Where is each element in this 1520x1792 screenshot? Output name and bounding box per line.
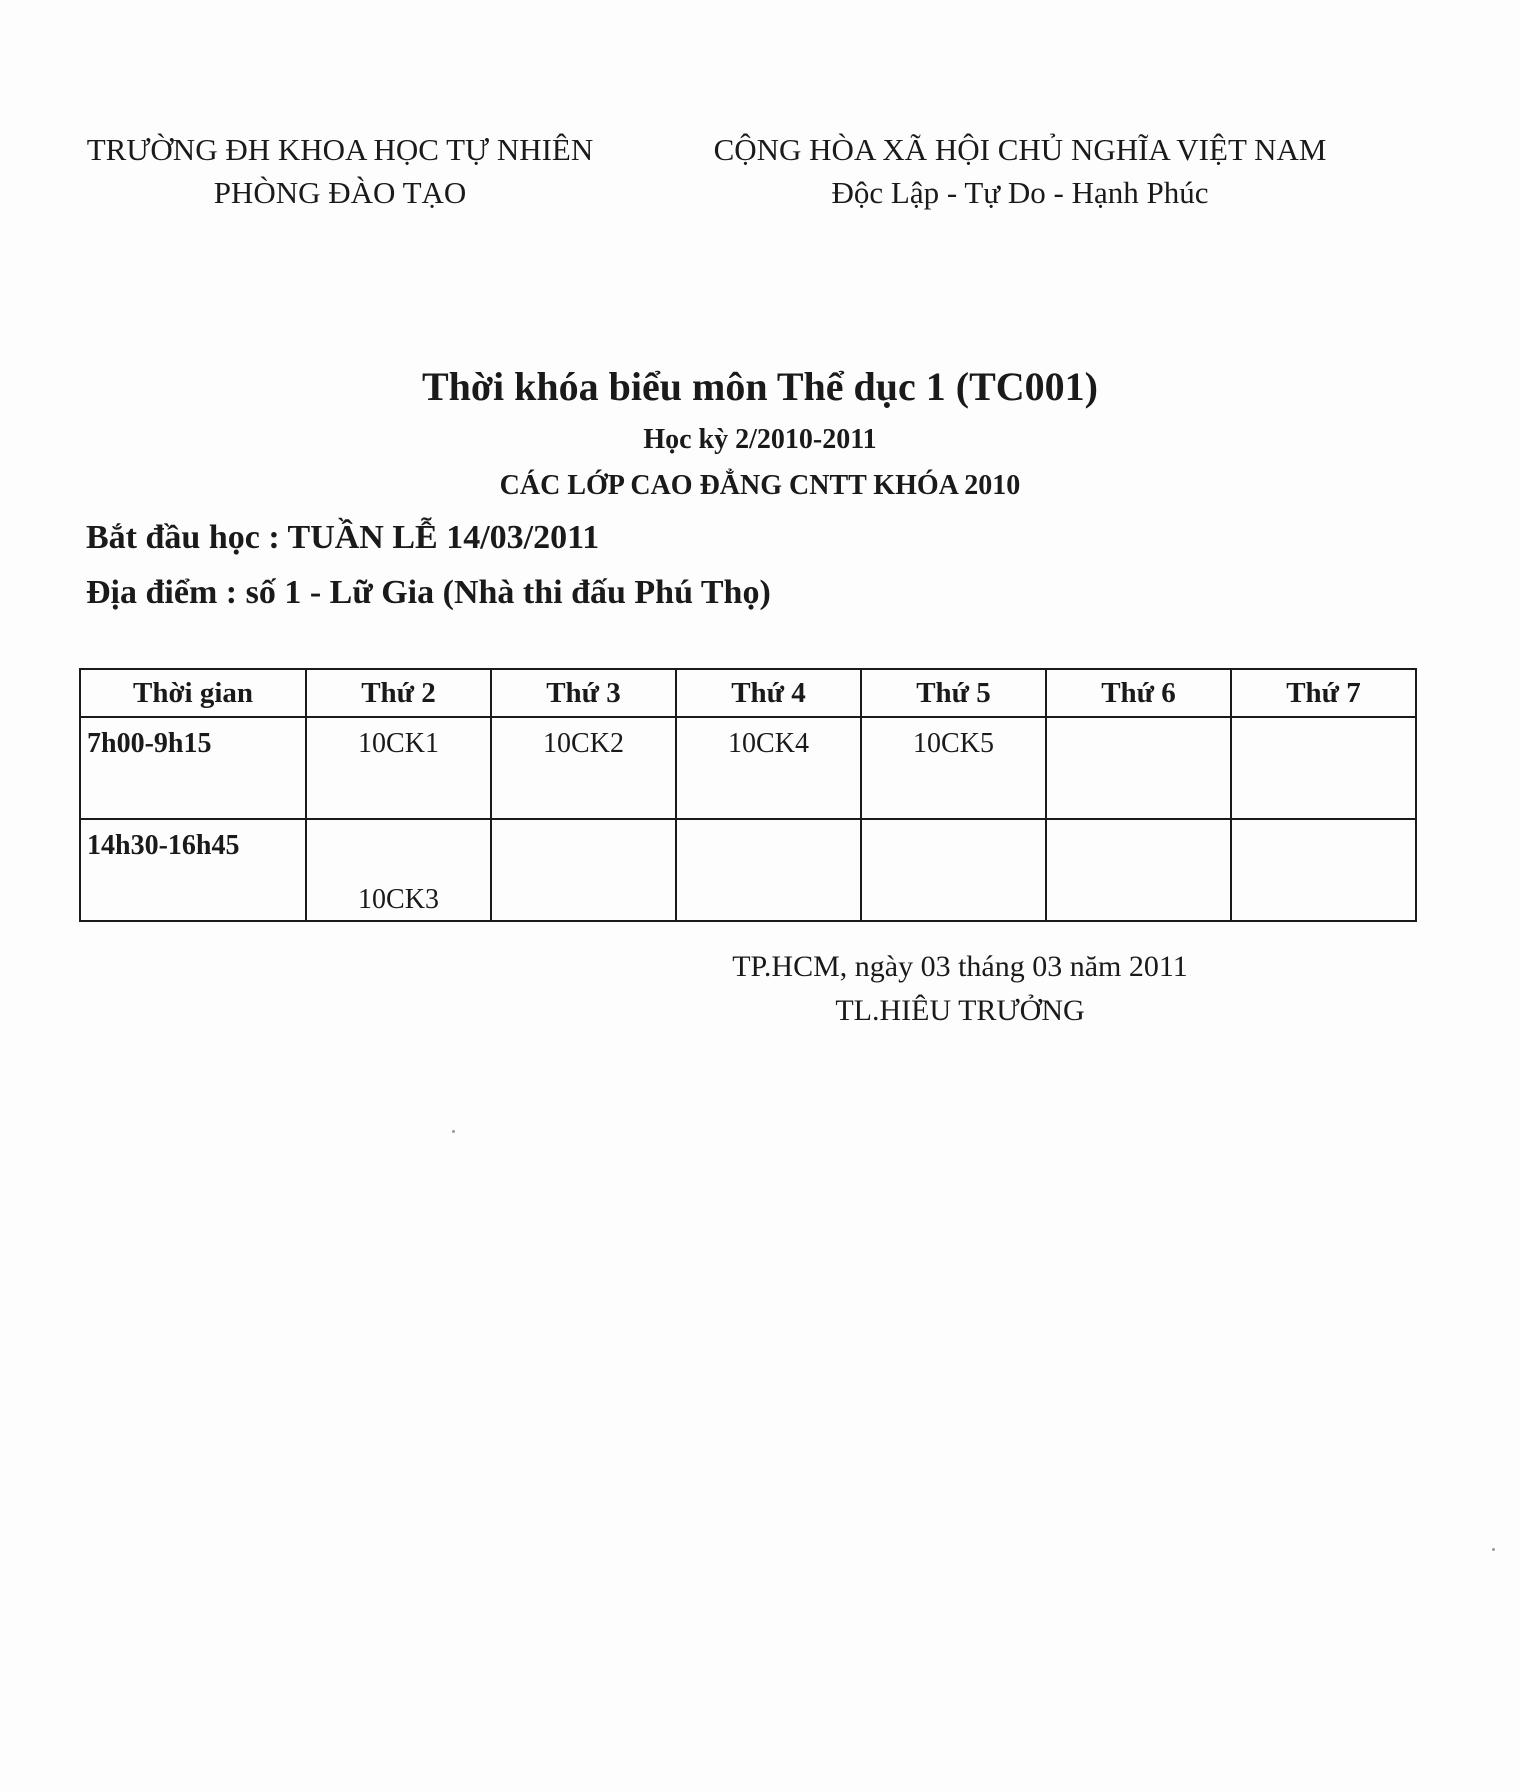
classes-line: CÁC LỚP CAO ĐẲNG CNTT KHÓA 2010 (499, 470, 1021, 501)
scan-speck (1492, 1548, 1495, 1551)
schedule-table (79, 668, 1417, 922)
header-monday: Thứ 2 (306, 669, 491, 717)
header-tuesday: Thứ 3 (491, 669, 676, 717)
table-header-row (80, 669, 1416, 717)
time-slot-afternoon: 14h30-16h45 (80, 819, 306, 921)
header-time: Thời gian (80, 669, 306, 717)
table-cell (491, 819, 676, 921)
scan-speck (452, 1130, 455, 1133)
time-slot-morning: 7h00-9h15 (80, 717, 306, 819)
national-motto: Độc Lập - Tự Do - Hạnh Phúc (831, 175, 1209, 210)
start-week-line: Bắt đầu học : TUẦN LỄ 14/03/2011 (86, 519, 600, 556)
semester-line: Học kỳ 2/2010-2011 (643, 424, 877, 455)
table-cell: 10CK2 (491, 717, 676, 819)
table-cell (676, 819, 861, 921)
department-name: PHÒNG ĐÀO TẠO (213, 175, 467, 210)
signature-date: TP.HCM, ngày 03 tháng 03 năm 2011 (732, 950, 1188, 983)
header-friday: Thứ 6 (1046, 669, 1231, 717)
table-row (80, 717, 1416, 819)
header-wednesday: Thứ 4 (676, 669, 861, 717)
header-thursday: Thứ 5 (861, 669, 1046, 717)
table-cell (1231, 717, 1416, 819)
signature-title: TL.HIÊU TRƯỞNG (835, 994, 1085, 1027)
national-header (700, 132, 1340, 211)
school-name: TRƯỜNG ĐH KHOA HỌC TỰ NHIÊN (86, 132, 594, 167)
national-title: CỘNG HÒA XÃ HỘI CHỦ NGHĨA VIỆT NAM (713, 132, 1327, 167)
header-saturday: Thứ 7 (1231, 669, 1416, 717)
table-cell: 10CK4 (676, 717, 861, 819)
document-title: Thời khóa biểu môn Thể dục 1 (TC001) (421, 364, 1098, 409)
table-row (80, 819, 1416, 921)
table-cell: 10CK5 (861, 717, 1046, 819)
table-cell (861, 819, 1046, 921)
school-header (60, 132, 620, 211)
table-cell: 10CK3 (306, 819, 491, 921)
location-line: Địa điểm : số 1 - Lữ Gia (Nhà thi đấu Phú Thọ) (86, 574, 771, 611)
table-cell (1046, 819, 1231, 921)
table-cell (1046, 717, 1231, 819)
table-cell (1231, 819, 1416, 921)
table-cell: 10CK1 (306, 717, 491, 819)
